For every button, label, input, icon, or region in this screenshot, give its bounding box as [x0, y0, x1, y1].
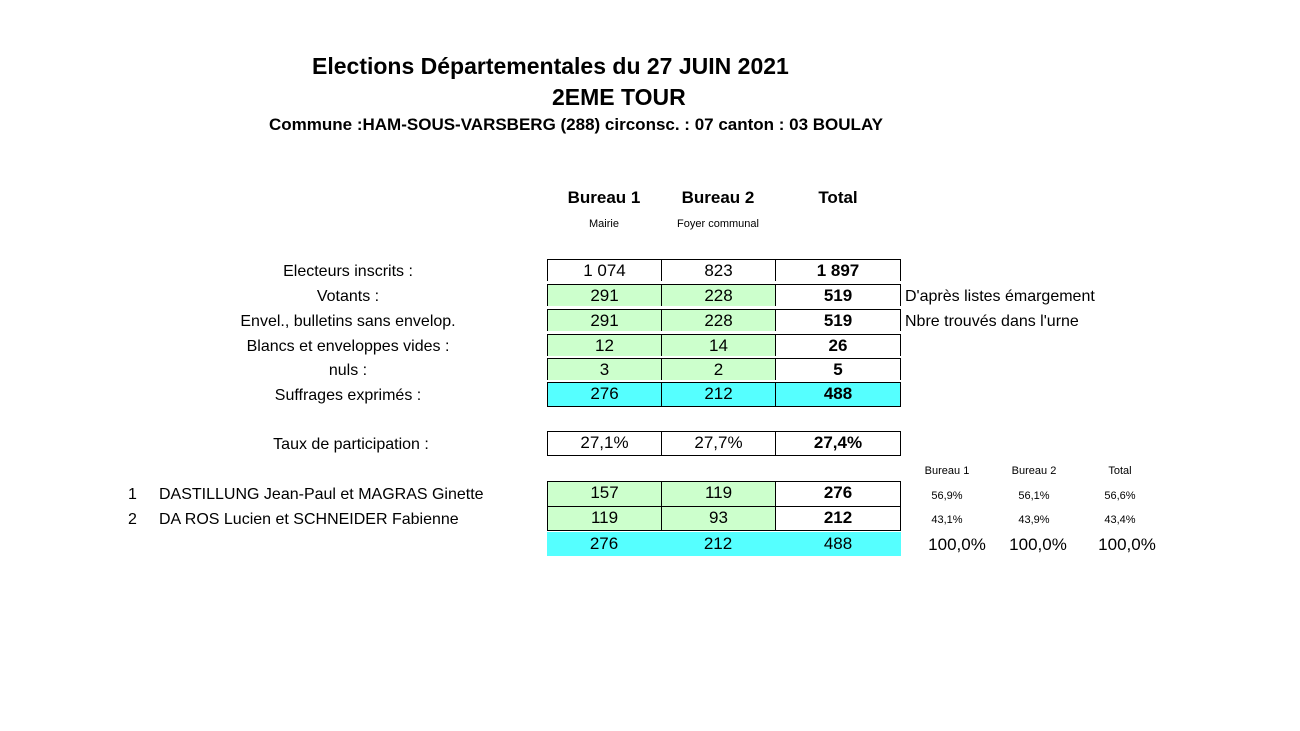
participation-cell: 27,7%: [661, 431, 775, 456]
col-header-bureau-1: Bureau 1: [567, 188, 641, 207]
table-cell: 276: [547, 382, 661, 407]
col-header-bureau-2: Bureau 2: [681, 188, 755, 207]
table-cell-total: 5: [775, 358, 901, 380]
pct-cell: 56,9%: [931, 490, 963, 502]
table-cell: 14: [661, 334, 775, 356]
table-cell-total: 1 897: [775, 259, 901, 281]
table-cell-total: 519: [775, 284, 901, 306]
table-cell: 93: [661, 506, 775, 531]
page-title: Elections Départementales du 27 JUIN 2021: [312, 53, 789, 79]
pct-cell: 56,1%: [1018, 490, 1050, 502]
participation-cell-total: 27,4%: [775, 431, 901, 456]
pct-cell: 43,4%: [1104, 514, 1136, 526]
round-title: 2EME TOUR: [552, 84, 686, 110]
row-label-blancs: Blancs et enveloppes vides :: [246, 338, 450, 355]
pct-total-cell: 100,0%: [1009, 535, 1067, 554]
note-enveloppes: Nbre trouvés dans l'urne: [905, 313, 1079, 330]
pct-cell: 43,1%: [931, 514, 963, 526]
table-cell-total: 519: [775, 309, 901, 331]
participation-cell: 27,1%: [547, 431, 661, 456]
table-cell: 12: [547, 334, 661, 356]
pct-header-total: Total: [1108, 465, 1132, 477]
row-label-exprimes: Suffrages exprimés :: [274, 387, 422, 404]
row-label-inscrits: Electeurs inscrits :: [283, 263, 413, 280]
table-cell: 228: [661, 284, 775, 306]
table-cell: 1 074: [547, 259, 661, 281]
table-cell-total: 212: [775, 506, 901, 531]
table-cell-total: 276: [775, 481, 901, 506]
totals-cell: 276: [589, 534, 619, 553]
note-votants: D'après listes émargement: [905, 288, 1095, 305]
table-cell: 3: [547, 358, 661, 380]
candidate-name: DASTILLUNG Jean-Paul et MAGRAS Ginette: [159, 486, 484, 503]
table-cell: 157: [547, 481, 661, 506]
candidate-number: 1: [128, 486, 137, 503]
table-cell-total: 488: [775, 382, 901, 407]
totals-cell: 212: [703, 534, 733, 553]
table-cell: 291: [547, 284, 661, 306]
candidate-name: DA ROS Lucien et SCHNEIDER Fabienne: [159, 511, 459, 528]
table-cell: 2: [661, 358, 775, 380]
pct-header-bureau-2: Bureau 2: [1011, 465, 1057, 477]
table-cell: 212: [661, 382, 775, 407]
pct-header-bureau-1: Bureau 1: [924, 465, 970, 477]
pct-total-cell: 100,0%: [928, 535, 986, 554]
row-label-nuls: nuls :: [328, 362, 368, 379]
row-label-votants: Votants :: [316, 288, 380, 305]
pct-cell: 43,9%: [1018, 514, 1050, 526]
commune-line: Commune :HAM-SOUS-VARSBERG (288) circonsc. : 07 canton : 03 BOULAY: [269, 115, 884, 134]
table-cell-total: 26: [775, 334, 901, 356]
row-label-enveloppes: Envel., bulletins sans envelop.: [240, 313, 456, 330]
table-cell: 119: [661, 481, 775, 506]
pct-cell: 56,6%: [1104, 490, 1136, 502]
table-cell: 228: [661, 309, 775, 331]
table-cell: 119: [547, 506, 661, 531]
totals-cell-total: 488: [823, 534, 853, 553]
participation-label: Taux de participation :: [273, 436, 429, 453]
table-cell: 291: [547, 309, 661, 331]
col-header-total: Total: [818, 188, 858, 207]
col-sub-bureau-1: Mairie: [589, 218, 619, 230]
col-sub-bureau-2: Foyer communal: [677, 218, 759, 230]
table-cell: 823: [661, 259, 775, 281]
candidate-number: 2: [128, 511, 137, 528]
pct-total-cell: 100,0%: [1098, 535, 1156, 554]
